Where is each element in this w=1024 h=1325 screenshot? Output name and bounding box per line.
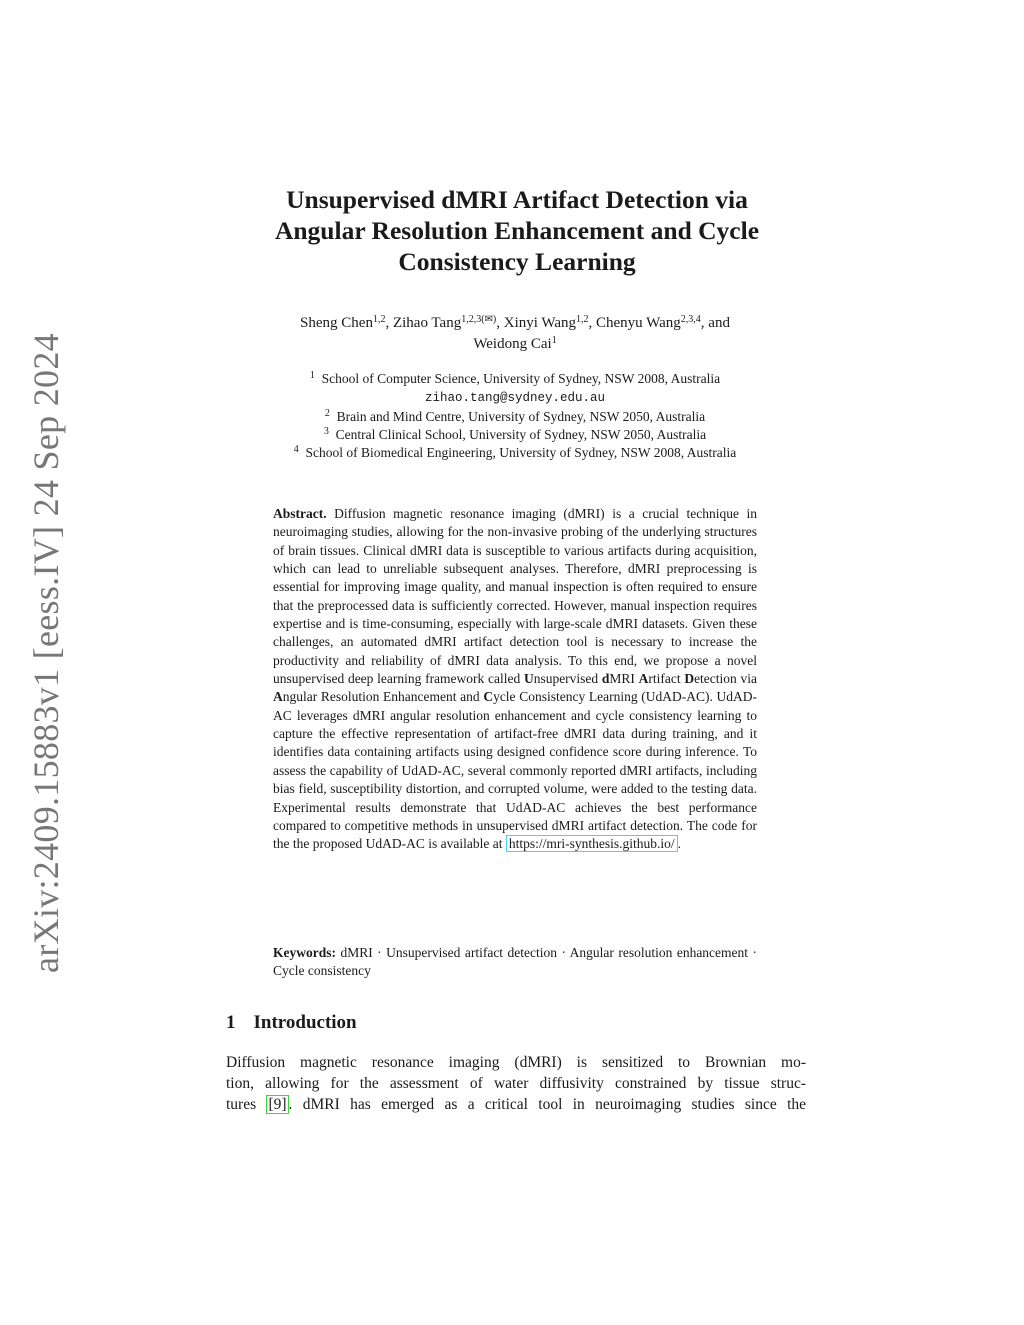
author-affil-sup: 1,2: [576, 314, 589, 325]
section-number: 1: [226, 1012, 236, 1033]
author-affil-sup: 1,2: [372, 314, 386, 325]
title-line: Consistency Learning: [398, 247, 636, 276]
author-affil-sup: 1: [551, 335, 557, 346]
text-line: tion, allowing for the assessment of water diffusivity constrained by tissue struc-: [226, 1075, 806, 1092]
author-separator: , and: [700, 315, 730, 331]
abstract-label: Abstract.: [273, 506, 327, 521]
arxiv-identifier: [18, 332, 74, 973]
author-list: [200, 313, 830, 355]
author-name: , Zihao Tang: [385, 315, 462, 331]
intro-paragraph: [226, 1052, 806, 1115]
abstract-paragraph: Abstract. Diffusion magnetic resonance imaging (dMRI) is a crucial technique in neuroimaging studies, allowing for the non-invasive probing of the underlying structures of brain tissues. Clinical dMRI data is susceptible to various artifacts during acquisition, which can lead to unreliable subsequent analyses. Therefore, dMRI preprocessing is essential for improving image quality, and manual inspection is often required to ensure that the preprocessed data is sufficiently corrected. However, manual inspection requires expertise and is time-consuming, especially with large-scale dMRI datasets. Given these challenges, an automated dMRI artifact detection tool is necessary to increase the productivity and reliability of dMRI data analysis. To this end, we propose a novel unsupervised deep learning framework called Unsupervised dMRI Artifact Detection via Angular Resolution Enhancement and Cycle Consistency Learning (UdAD-AC). UdAD-AC leverages dMRI angular resolution enhancement and cycle consistency learning to capture the effective representation of artifact-free dMRI data during training, and it identifies data containing artifacts using designed confidence score during inference. To assess the capability of UdAD-AC, several commonly reported dMRI artifacts, including bias field, susceptibility distortion, and corrupted volume, were added to the testing data. Experimental results demonstrate that UdAD-AC achieves the best performance compared to competitive methods in unsupervised dMRI artifact detection. The code for the the proposed UdAD-AC is available at https://mri-synthesis.github.io/ .: [273, 506, 757, 852]
keywords-label: Keywords:: [273, 945, 336, 960]
text-line: tures [9] . dMRI has emerged as a critical tool in neuroimaging studies since the: [226, 1096, 807, 1113]
section-heading: [226, 1012, 357, 1034]
title-line: Angular Resolution Enhancement and Cycle: [274, 216, 760, 245]
author-affil-sup: 2,3,4: [680, 314, 701, 325]
author-name: , Xinyi Wang: [496, 315, 577, 331]
author-name: Weidong Cai: [473, 336, 552, 352]
affiliation-item: $^1$ School of Computer Science, University of Sydney, NSW 2008, Australia: [309, 370, 721, 386]
contact-email[interactable]: zihao.tang@sydney.edu.au: [424, 391, 606, 406]
arxiv-identifier-text: arXiv:2409.15883v1 [eess.IV] 24 Sep 2024: [26, 332, 66, 973]
author-affil-sup: 1,2,3(✉): [461, 314, 497, 325]
section-title: Introduction: [253, 1012, 357, 1033]
paper-title: [232, 184, 802, 277]
title-line: Unsupervised dMRI Artifact Detection via: [286, 185, 748, 214]
author-name: , Chenyu Wang: [588, 315, 681, 331]
keywords-text: dMRI · Unsupervised artifact detection · Angular resolution enhancement · Cycle consistency: [273, 945, 757, 979]
abstract: [273, 505, 757, 854]
affiliation-item: $^4$ School of Biomedical Engineering, University of Sydney, NSW 2008, Australia: [293, 444, 737, 461]
code-link[interactable]: https://mri-synthesis.github.io/: [506, 835, 678, 852]
text-line: Diffusion magnetic resonance imaging (dMRI) is sensitized to Brownian mo-: [226, 1054, 806, 1071]
affiliation-item: $^2$ Brain and Mind Centre, University of Sydney, NSW 2050, Australia: [324, 407, 706, 424]
author-name: Sheng Chen: [300, 315, 373, 331]
affiliations: [200, 370, 830, 462]
affiliation-item: $^3$ Central Clinical School, University of Sydney, NSW 2050, Australia: [323, 425, 707, 442]
keywords: [273, 944, 757, 981]
citation-link[interactable]: [9]: [268, 1096, 287, 1113]
